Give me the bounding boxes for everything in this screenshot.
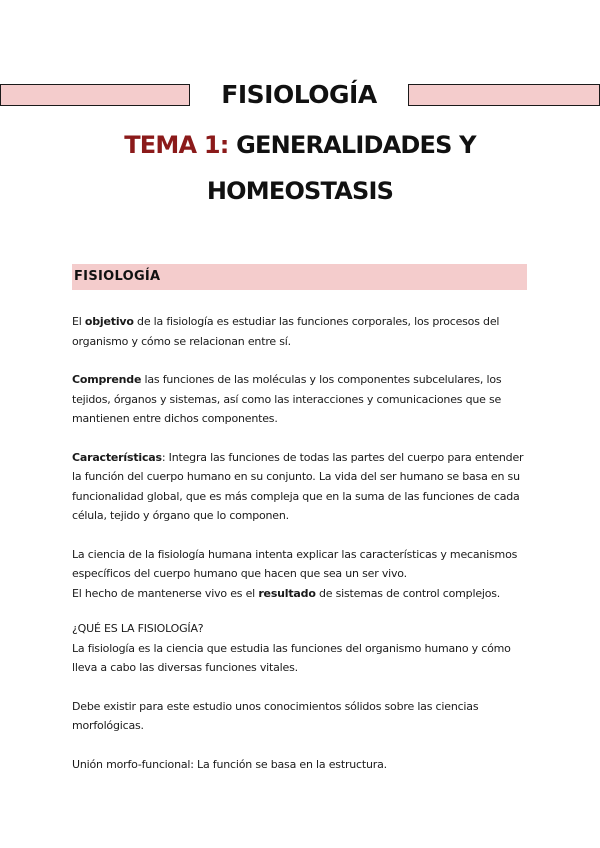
paragraph-definicion: La fisiología es la ciencia que estudia las funciones del organismo humano y cómo lleva a cabo las diversas funciones vitales. [72, 641, 511, 674]
paragraph-objetivo [72, 312, 528, 351]
title-decor-bar-right [408, 84, 600, 106]
text-span: : Integra las funciones de todas las partes del cuerpo para entender la función del cuerpo humano en su conjunto. La vida del ser humano se basa en su funcionalidad global, que es más compleja que en la suma de las funciones de cada célula, tejido y órgano que lo componen. [72, 450, 524, 522]
text-span: de la fisiología es estudiar las funciones corporales, los procesos del organismo y cómo se relacionan entre sí. [72, 315, 500, 348]
text-span: El hecho de mantenerse vivo es el [72, 586, 259, 600]
question-heading: ¿QUÉ ES LA FISIOLOGÍA? [72, 622, 204, 635]
paragraph-union: Unión morfo-funcional: La función se basa en la estructura. [72, 757, 387, 771]
topic-number: TEMA 1: [124, 131, 229, 159]
text-span: de sistemas de control complejos. [315, 586, 501, 600]
paragraph-caracteristicas [72, 448, 528, 526]
text-span: las funciones de las moléculas y los componentes subcelulares, los tejidos, órganos y sistemas, así como las interacciones y comunicaciones que se mantienen entre dichos componentes. [72, 373, 502, 425]
bold-term: resultado [258, 586, 316, 600]
paragraph-ciencia [72, 545, 528, 604]
paragraph-comprende [72, 370, 528, 429]
body-text [72, 312, 528, 774]
bold-term: objetivo [84, 315, 134, 328]
bold-term: Comprende [72, 373, 142, 386]
title-row [0, 78, 600, 112]
topic-title-line2: HOMEOSTASIS [206, 177, 394, 205]
section-heading: FISIOLOGÍA [72, 264, 527, 290]
paragraph-debe: Debe existir para este estudio unos conocimientos sólidos sobre las ciencias morfológicas. [72, 699, 479, 732]
text-span: La ciencia de la fisiología humana intenta explicar las características y mecanismos específicos del cuerpo humano que hacen que sea un ser vivo. [72, 547, 518, 580]
topic-title [60, 122, 540, 214]
page-title: FISIOLOGÍA [221, 80, 377, 109]
bold-term: Características [72, 450, 162, 464]
topic-title-line1: GENERALIDADES Y [228, 131, 476, 159]
text-span: El [72, 315, 85, 328]
title-decor-bar-left [0, 84, 190, 106]
